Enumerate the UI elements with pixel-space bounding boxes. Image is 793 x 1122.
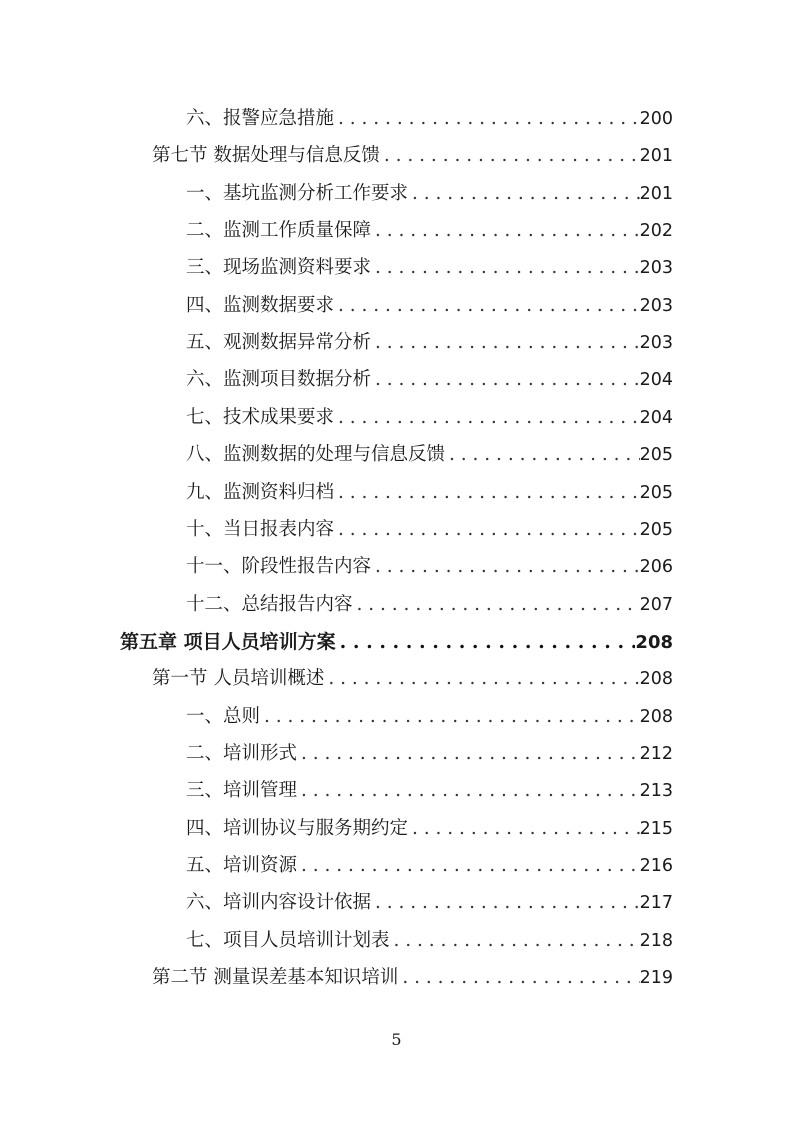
toc-entry[interactable] [152,965,673,991]
toc-leader-dots [353,592,640,618]
toc-leader-dots [371,255,640,281]
toc-leader-dots [408,816,640,842]
toc-leader-dots [336,629,636,655]
toc-entry[interactable] [186,816,673,842]
toc-leader-dots [297,741,640,767]
toc-entry[interactable] [186,853,673,879]
toc-entry-label: 第二节 测量误差基本知识培训 [152,967,399,989]
toc-entry-label: 三、培训管理 [186,780,298,802]
toc-entry[interactable] [186,218,673,244]
toc-entry-page-number: 218 [639,930,673,951]
toc-entry-page-number: 205 [639,445,673,466]
toc-entry[interactable] [186,405,673,431]
toc-entry-label: 九、监测资料归档 [186,481,335,503]
toc-entry-label: 一、基坑监测分析工作要求 [186,182,409,204]
toc-entry-page-number: 204 [639,370,673,391]
toc-leader-dots [371,367,640,393]
toc-leader-dots [371,554,640,580]
toc-entry[interactable] [186,778,673,804]
toc-leader-dots [408,181,640,207]
toc-entry-label: 二、培训形式 [186,742,298,764]
toc-entry-label: 七、项目人员培训计划表 [186,929,390,951]
toc-entry[interactable] [186,704,673,730]
toc-leader-dots [371,890,640,916]
toc-entry-page-number: 205 [639,519,673,540]
toc-entry-page-number: 205 [639,482,673,503]
toc-entry[interactable] [120,629,673,656]
toc-entry[interactable] [186,890,673,916]
toc-entry-page-number: 201 [639,146,673,167]
toc-leader-dots [371,218,640,244]
toc-entry[interactable] [186,592,673,618]
toc-leader-dots [334,405,640,431]
toc-entry[interactable] [186,367,673,393]
toc-entry-page-number: 212 [639,743,673,764]
toc-entry-page-number: 213 [639,781,673,802]
toc-entry-label: 五、培训资源 [186,855,298,876]
toc-leader-dots [324,666,639,692]
toc-entry-label: 第五章 项目人员培训方案 [120,630,336,653]
toc-leader-dots [380,143,640,169]
toc-entry[interactable] [186,554,673,580]
toc-leader-dots [297,778,640,804]
toc-entry-page-number: 203 [639,258,673,279]
toc-entry-label: 十二、总结报告内容 [186,593,353,615]
toc-entry-page-number: 208 [639,669,673,690]
toc-entry-page-number: 203 [639,333,673,354]
toc-entry-page-number: 208 [635,631,673,653]
toc-entry-page-number: 203 [639,295,673,316]
toc-entry-page-number: 201 [639,183,673,204]
toc-leader-dots [260,704,640,730]
toc-entry-label: 十一、阶段性报告内容 [186,556,372,578]
toc-leader-dots [334,480,640,506]
toc-entry-page-number: 217 [639,893,673,914]
toc-entry-page-number: 200 [639,109,673,129]
toc-entry[interactable] [186,928,673,954]
toc-entry-label: 十、当日报表内容 [186,518,335,540]
toc-leader-dots [334,517,640,543]
toc-entry-label: 一、总则 [186,705,261,727]
toc-entry-page-number: 215 [639,818,673,839]
toc-entry[interactable] [186,255,673,281]
toc-entry[interactable] [186,106,673,132]
toc-entry[interactable] [186,480,673,506]
toc-entry-page-number: 207 [639,594,673,615]
toc-entry-label: 六、监测项目数据分析 [186,369,372,391]
toc-entry[interactable] [152,143,673,169]
toc-entry-page-number: 208 [639,706,673,727]
toc-entry[interactable] [186,517,673,543]
toc-entry-label: 第七节 数据处理与信息反馈 [152,145,380,167]
toc-entry-label: 六、培训内容设计依据 [186,892,372,914]
toc-entry-page-number: 202 [639,221,673,242]
toc-leader-dots [371,330,640,356]
toc-entry-label: 五、观测数据异常分析 [186,332,372,354]
toc-entry-label: 七、技术成果要求 [186,406,335,428]
toc-entry-page-number: 204 [639,407,673,428]
toc-entry[interactable] [186,181,673,207]
toc-entry-page-number: 219 [639,968,673,989]
toc-entry[interactable] [186,741,673,767]
toc-entry-label: 第一节 人员培训概述 [152,668,325,690]
toc-leader-dots [297,853,640,879]
toc-entry-label: 二、监测工作质量保障 [186,220,372,242]
toc-entry[interactable] [186,442,673,468]
toc-entry-label: 三、现场监测资料要求 [186,257,372,279]
page-number: 5 [391,1030,402,1049]
toc-entry-label: 八、监测数据的处理与信息反馈 [186,444,446,466]
toc-leader-dots [445,442,640,468]
toc-entry-label: 四、培训协议与服务期约定 [186,817,409,839]
toc-leader-dots [390,928,640,954]
toc-entry-page-number: 216 [639,856,673,876]
toc-leader-dots [334,293,640,319]
toc-entry[interactable] [186,293,673,319]
toc-entry-label: 四、监测数据要求 [186,294,335,316]
toc-entry[interactable] [186,330,673,356]
toc-leader-dots [398,965,639,991]
toc-leader-dots [334,106,640,132]
toc-entry[interactable] [152,666,673,692]
toc-entry-page-number: 206 [639,557,673,578]
toc-entry-label: 六、报警应急措施 [186,108,335,129]
